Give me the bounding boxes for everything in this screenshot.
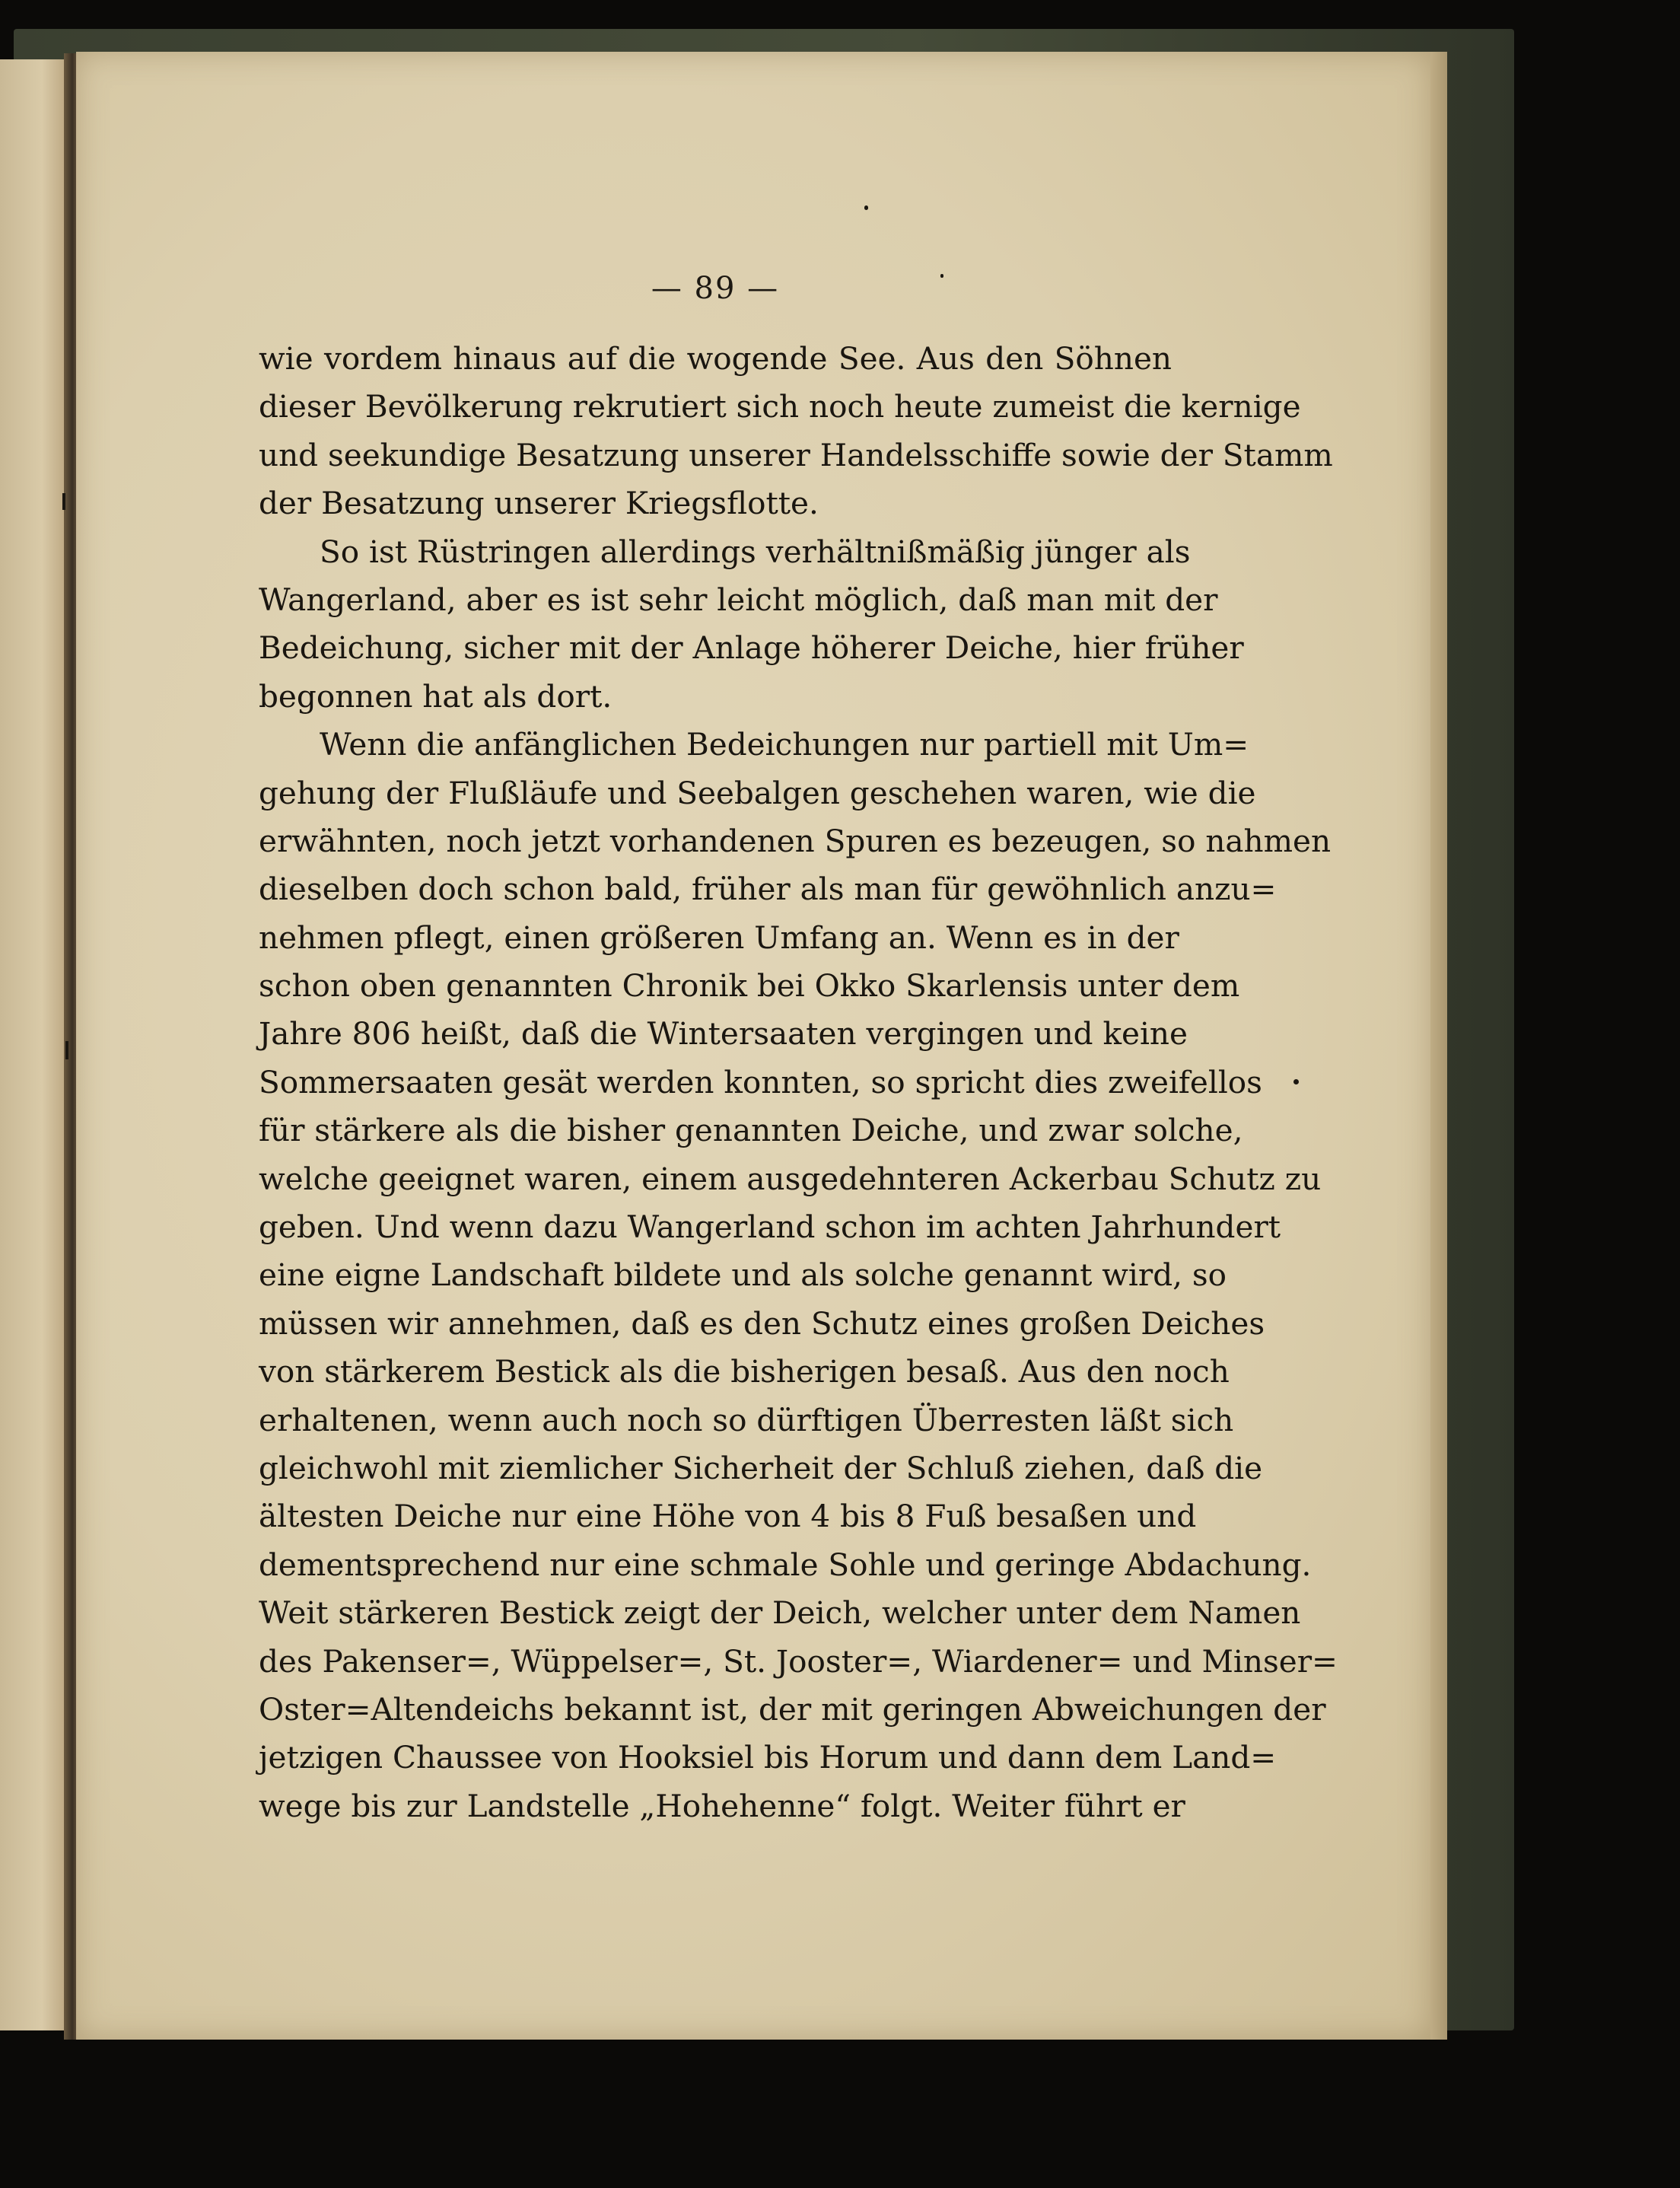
text-line: erhaltenen, wenn auch noch so dürftigen Überresten läßt sich [259, 1401, 1234, 1438]
text-line: von stärkerem Bestick als die bisherigen besaß. Aus den noch [259, 1353, 1230, 1390]
ink-speck [65, 1041, 68, 1059]
page-number: — 89 — [651, 271, 780, 306]
text-line: gehung der Flußläufe und Seebalgen geschehen waren, wie die [259, 774, 1256, 811]
text-line: dementsprechend nur eine schmale Sohle und geringe Abdachung. [259, 1546, 1312, 1583]
text-line: ältesten Deiche nur eine Höhe von 4 bis 8 Fuß besaßen und [259, 1498, 1197, 1535]
text-line: Wangerland, aber es ist sehr leicht möglich, daß man mit der [259, 581, 1218, 618]
text-line: Oster=Altendeichs bekannt ist, der mit geringen Abweichungen der [259, 1690, 1326, 1728]
text-line: So ist Rüstringen allerdings verhältnißmäßig jünger als [320, 533, 1191, 570]
text-line: eine eigne Landschaft bildete und als solche genannt wird, so [259, 1256, 1227, 1294]
ink-speck [1293, 1079, 1299, 1084]
text-line: schon oben genannten Chronik bei Okko Skarlensis unter dem [259, 967, 1240, 1005]
text-line: Weit stärkeren Bestick zeigt der Deich, welcher unter dem Namen [259, 1594, 1301, 1632]
text-line: wie vordem hinaus auf die wogende See. Aus den Söhnen [259, 340, 1172, 377]
text-line: jetzigen Chaussee von Hooksiel bis Horum und dann dem Land= [259, 1739, 1277, 1776]
ink-speck [864, 205, 868, 210]
text-line: welche geeignet waren, einem ausgedehnteren Ackerbau Schutz zu [259, 1160, 1322, 1197]
text-line: Wenn die anfänglichen Bedeichungen nur partiell mit Um= [320, 726, 1249, 763]
text-line: gleichwohl mit ziemlicher Sicherheit der Schluß ziehen, daß die [259, 1449, 1263, 1486]
text-line: Jahre 806 heißt, daß die Wintersaaten vergingen und keine [259, 1015, 1188, 1053]
text-line: begonnen hat als dort. [259, 677, 612, 715]
text-line: wege bis zur Landstelle „Hohehenne“ folgt. Weiter führt er [259, 1787, 1185, 1824]
text-line: nehmen pflegt, einen größeren Umfang an. Wenn es in der [259, 919, 1179, 956]
previous-page-edge [0, 59, 70, 2030]
text-line: für stärkere als die bisher genannten Deiche, und zwar solche, [259, 1112, 1243, 1149]
text-line: des Pakenser=, Wüppelser=, St. Jooster=, Wiardener= und Minser= [259, 1642, 1338, 1680]
text-line: dieser Bevölkerung rekrutiert sich noch heute zumeist die kernige [259, 388, 1301, 425]
text-line: erwähnten, noch jetzt vorhandenen Spuren es bezeugen, so nahmen [259, 822, 1332, 859]
ink-speck [62, 493, 65, 510]
text-line: und seekundige Besatzung unserer Handelsschiffe sowie der Stamm [259, 436, 1333, 473]
text-line: Bedeichung, sicher mit der Anlage höherer Deiche, hier früher [259, 629, 1244, 667]
text-line: der Besatzung unserer Kriegsflotte. [259, 485, 819, 522]
body-text [259, 335, 1338, 1830]
text-line: Sommersaaten gesät werden konnten, so spricht dies zweifellos [259, 1063, 1262, 1100]
text-line: müssen wir annehmen, daß es den Schutz eines großen Deiches [259, 1304, 1265, 1342]
text-line: dieselben doch schon bald, früher als man für gewöhnlich anzu= [259, 871, 1277, 908]
text-line: geben. Und wenn dazu Wangerland schon im achten Jahrhundert [259, 1209, 1281, 1246]
